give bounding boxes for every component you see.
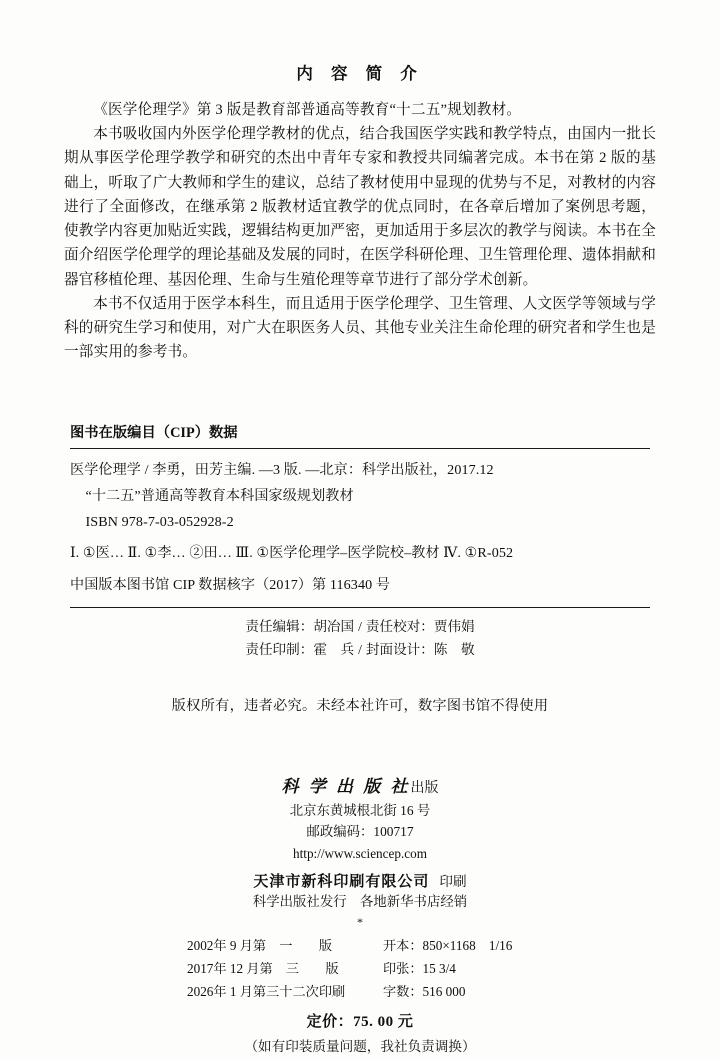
- printer-line: [0, 870, 720, 891]
- publisher-name-suffix: 出版: [410, 781, 439, 796]
- printing-data-row: [187, 935, 533, 958]
- summary-paragraph: 本书吸收国内外医学伦理学教材的优点，结合我国医学实践和教学特点，由国内一批长期从事医学伦理学教学和研究的杰出中青年专家和教授共同编著完成。本书在第 2 版的基础上，听取了广大教师和学生的建议，总结了教材使用中显现的优势与不足，对教材的内容进行了全面修改，在继承第 2 版教材适宜教学的优点同时，在各章后增加了案例思考题，使教学内容更加贴近实践，逻辑结构更加严密，更加适用于多层次的教学与阅读。本书在全面介绍医学伦理学的理论基础及发展的同时，在医学科研伦理、卫生管理伦理、遗体捐献和器官移植伦理、基因伦理、生命与生殖伦理等章节进行了部分学术创新。: [64, 126, 656, 288]
- copyright-notice: 版权所有，违者必究。未经本社许可，数字图书馆不得使用: [171, 698, 549, 715]
- cip-block: [64, 422, 656, 607]
- star-divider: *: [357, 915, 363, 930]
- quality-note: （如有印装质量问题，我社负责调换）: [244, 1038, 476, 1054]
- cip-line-series: “十二五”普通高等教育本科国家级规划教材: [85, 488, 354, 505]
- edition-cell: 2017年 12 月第 三 版: [187, 961, 339, 977]
- price-line: 定价：75. 00 元: [306, 1013, 414, 1030]
- cover-designer-value: 陈 敬: [433, 641, 475, 657]
- distribution-line: 科学出版社发行 各地新华书店经销: [252, 894, 468, 910]
- cip-heading: 图书在版编目（CIP）数据: [70, 425, 238, 442]
- staff-credits: [64, 615, 656, 662]
- credits-row-editor: [64, 615, 656, 638]
- printer-name: 天津市新科印刷有限公司: [253, 874, 430, 891]
- sheets-cell: 印张：15 3/4: [383, 961, 456, 977]
- production-value: 霍 兵: [313, 641, 355, 657]
- publisher-name-line: [0, 774, 720, 800]
- responsible-editor-label: 责任编辑：: [245, 618, 314, 634]
- impression-cell: 2026年 1 月第三十二次印刷: [187, 983, 346, 999]
- publisher-address: 北京东黄城根北街 16 号: [289, 802, 431, 818]
- summary-body: [64, 98, 656, 364]
- printer-suffix: 印刷: [439, 874, 467, 890]
- cip-line-registry: 中国版本图书馆 CIP 数据核字（2017）第 116340 号: [70, 576, 391, 593]
- publisher-postcode: 邮政编码：100717: [306, 824, 414, 840]
- summary-paragraph: 本书不仅适用于医学本科生，而且适用于医学伦理学、卫生管理、人文医学等领域与学科的研究生学习和使用，对广大在职医务人员、其他专业关注生命伦理的研究者和学生也是一部实用的参考书。: [64, 295, 656, 361]
- format-cell: 开本：850×1168 1/16: [383, 938, 513, 954]
- cip-line-isbn: ISBN 978-7-03-052928-2: [85, 513, 234, 530]
- publisher-name: 科 学 出 版 社: [281, 777, 411, 796]
- credits-separator: /: [358, 618, 362, 634]
- cip-lines: [70, 449, 650, 606]
- wordcount-cell: 字数：516 000: [383, 983, 466, 999]
- cover-designer-label: 封面设计：: [365, 641, 434, 657]
- printing-data-row: [187, 958, 533, 981]
- credits-row-production: [64, 638, 656, 661]
- edition-cell: 2002年 9 月第 一 版: [187, 938, 333, 954]
- proofreader-label: 责任校对：: [365, 618, 434, 634]
- publisher-colophon: [0, 774, 720, 1055]
- printing-data-row: [187, 981, 533, 1004]
- summary-title: 内 容 简 介: [296, 64, 424, 83]
- responsible-editor-value: 胡冶国: [313, 618, 355, 634]
- production-label: 责任印制：: [245, 641, 314, 657]
- printing-data-table: [187, 935, 533, 1003]
- book-copyright-page: [0, 60, 720, 1060]
- summary-paragraph: 《医学伦理学》第 3 版是教育部普通高等教育“十二五”规划教材。: [93, 102, 522, 118]
- publisher-url: http://www.sciencep.com: [293, 845, 427, 861]
- credits-separator: /: [358, 641, 362, 657]
- cip-line-classification: Ⅰ. ①医… Ⅱ. ①李… ②田… Ⅲ. ①医学伦理学–医学院校–教材 Ⅳ. ①R-052: [70, 545, 514, 562]
- cip-line-title: 医学伦理学 / 李勇，田芳主编. —3 版. —北京：科学出版社，2017.12: [70, 462, 494, 479]
- proofreader-value: 贾伟娟: [433, 618, 475, 634]
- cip-bottom-rule: [70, 607, 650, 608]
